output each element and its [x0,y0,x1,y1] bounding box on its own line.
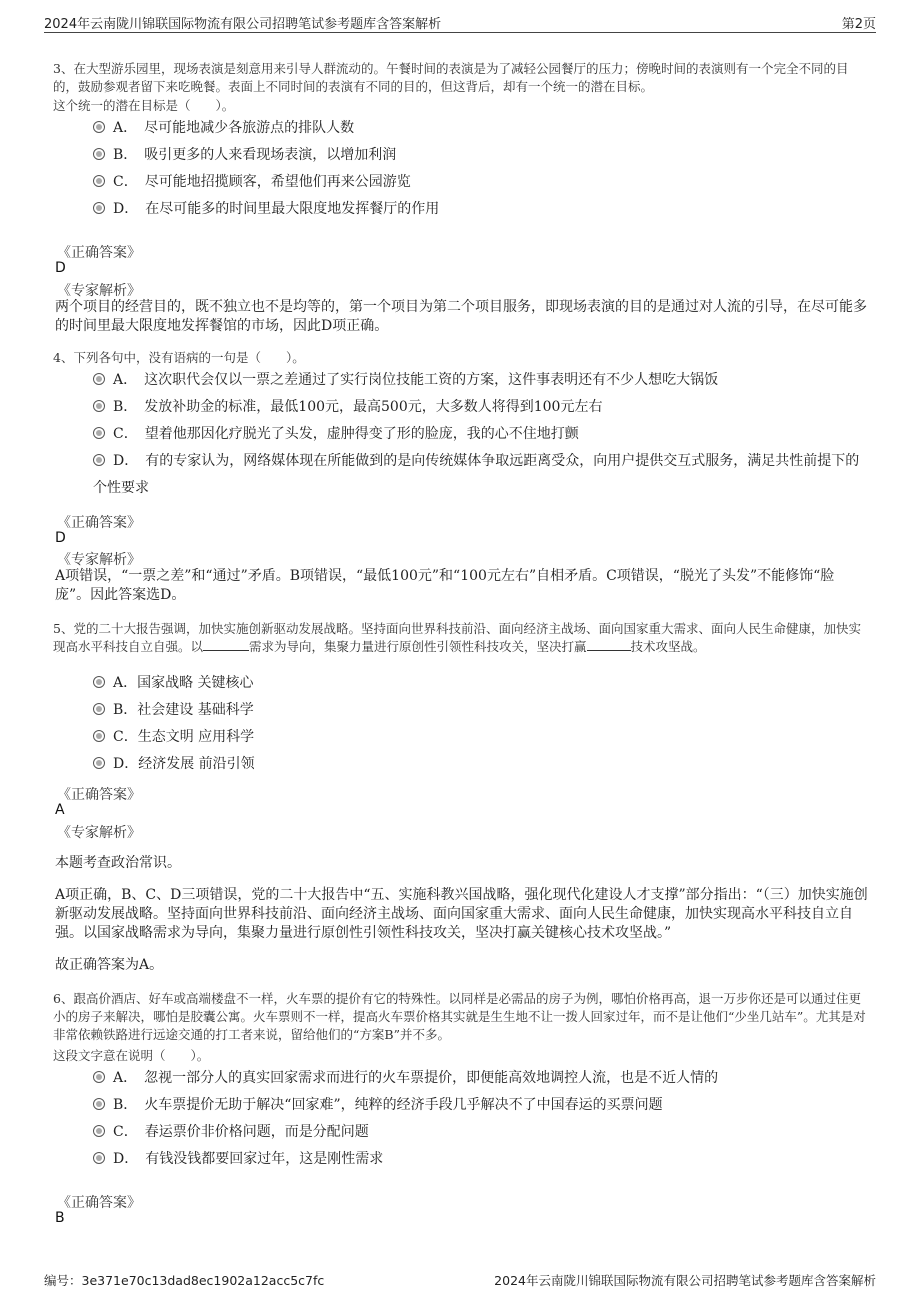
radio-icon[interactable] [93,427,105,439]
fill-blank [203,650,249,651]
radio-icon[interactable] [93,454,105,466]
radio-icon[interactable] [93,1152,105,1164]
radio-icon[interactable] [93,400,105,412]
q3-option-d-text: D． 在尽可能多的时间里最大限度地发挥餐厅的作用 [113,201,440,217]
q4-option-c-text: C． 望着他那因化疗脱光了头发，虚肿得变了形的脸庞，我的心不住地打颤 [113,426,579,442]
q6-option-d[interactable] [93,1146,868,1173]
q5-analysis-intro: 本题考查政治常识。 [55,855,181,871]
q3-option-c[interactable] [93,169,868,196]
q5-stem-part1: 5、党的二十大报告强调，加快实施创新驱动发展战略。坚持面向世界科技前沿、面向经济主战场、面向国家重大需求、面向人民生命健康，加快实现高水平科技自立自强。以 [53,621,861,654]
q6-option-b[interactable] [93,1092,868,1119]
q4-option-b[interactable] [93,394,868,421]
header-title: 2024年云南陇川锦联国际物流有限公司招聘笔试参考题库含答案解析 [44,17,442,32]
q3-option-d[interactable] [93,196,868,223]
q6-stem: 6、跟高价酒店、好车或高端楼盘不一样，火车票的提价有它的特殊性。以同样是必需品的房子为例，哪怕价格再高，退一万步你还是可以通过住更小的房子来解决，哪怕是胶囊公寓。火车票则不一样，提高火车票价格其实就是生生地不让一拨人回家过年，而不是让他们“少坐几站车”。尤其是对非常依赖铁路进行远途交通的打工者来说，留给他们的“方案B”并不多。 [53,991,866,1042]
q5-option-b-text: B．社会建设 基础科学 [113,702,254,718]
q5-analysis-label: 《专家解析》 [57,825,141,841]
q5-option-c-text: C．生态文明 应用科学 [113,729,255,745]
radio-icon[interactable] [93,148,105,160]
radio-icon[interactable] [93,730,105,742]
radio-icon[interactable] [93,121,105,133]
radio-icon[interactable] [93,703,105,715]
q6-option-c-text: C． 春运票价非价格问题，而是分配问题 [113,1124,369,1140]
q3-analysis-label: 《专家解析》 [57,283,141,299]
q4-option-d-text: D． 有的专家认为，网络媒体现在所能做到的是向传统媒体争取远距离受众，向用户提供交互式服务，满足共性前提下的个性要求 [93,453,860,496]
q3-option-b[interactable] [93,142,868,169]
q5-option-d[interactable] [93,751,868,778]
q4-analysis: A项错误，“一票之差”和“通过”矛盾。B项错误，“最低100元”和“100元左右”自相矛盾。C项错误，“脱光了头发”不能修饰“脸庞”。因此答案选D。 [55,568,835,603]
q4-answer-label: 《正确答案》 [57,515,141,531]
q3-answer: D [55,260,66,276]
document-code: 编号：3e371e70c13dad8ec1902a12acc5c7fc [44,1273,325,1288]
q5-stem-part3: 技术攻坚战。 [630,639,706,654]
radio-icon[interactable] [93,202,105,214]
fill-blank [587,650,631,651]
q4-option-c[interactable] [93,421,868,448]
q3-stem: 3、在大型游乐园里，现场表演是刻意用来引导人群流动的。午餐时间的表演是为了减轻公园餐厅的压力；傍晚时间的表演则有一个完全不同的目的，鼓励参观者留下来吃晚餐。表面上不同时间的表演有不同的目的，但这背后，却有一个统一的潜在目标。 [53,61,849,94]
radio-icon[interactable] [93,175,105,187]
q5-option-d-text: D．经济发展 前沿引领 [113,756,255,772]
q5-stem-part2: 需求为导向，集聚力量进行原创性引领性科技攻关，坚决打赢 [249,639,587,654]
q4-option-a-text: A． 这次职代会仅以一票之差通过了实行岗位技能工资的方案，这件事表明还有不少人想吃大锅饭 [113,372,719,388]
radio-icon[interactable] [93,1125,105,1137]
q3-analysis: 两个项目的经营目的，既不独立也不是均等的，第一个项目为第二个项目服务，即现场表演的目的是通过对人流的引导，在尽可能多的时间里最大限度地发挥餐馆的市场，因此D项正确。 [55,299,867,334]
radio-icon[interactable] [93,676,105,688]
q5-option-b[interactable] [93,697,868,724]
q5-answer: A [55,802,65,818]
q6-answer: B [55,1210,65,1226]
radio-icon[interactable] [93,373,105,385]
page-header [44,10,876,33]
q6-option-a-text: A． 忽视一部分人的真实回家需求而进行的火车票提价，即便能高效地调控人流，也是不近人情的 [113,1070,719,1086]
radio-icon[interactable] [93,757,105,769]
radio-icon[interactable] [93,1098,105,1110]
q4-stem: 4、下列各句中，没有语病的一句是（ ）。 [53,350,305,365]
q4-option-d[interactable] [93,448,868,502]
q6-option-a[interactable] [93,1065,868,1092]
q3-option-a-text: A． 尽可能地减少各旅游点的排队人数 [113,120,355,136]
q5-stem [53,620,868,656]
q6-option-d-text: D． 有钱没钱都要回家过年，这是刚性需求 [113,1151,384,1167]
q6-answer-label: 《正确答案》 [57,1195,141,1211]
page-number: 第2页 [841,17,876,32]
q5-option-c[interactable] [93,724,868,751]
q6-stem-question: 这段文字意在说明（ ）。 [53,1048,210,1063]
q3-option-b-text: B． 吸引更多的人来看现场表演，以增加利润 [113,147,397,163]
q3-answer-label: 《正确答案》 [57,245,141,261]
q5-answer-label: 《正确答案》 [57,787,141,803]
q4-option-b-text: B． 发放补助金的标准，最低100元，最高500元，大多数人将得到100元左右 [113,399,603,415]
q3-option-a[interactable] [93,115,868,142]
q3-stem-question: 这个统一的潜在目标是（ ）。 [53,98,235,113]
q6-option-b-text: B． 火车票提价无助于解决“回家难”，纯粹的经济手段几乎解决不了中国春运的买票问题 [113,1097,663,1113]
footer-title: 2024年云南陇川锦联国际物流有限公司招聘笔试参考题库含答案解析 [494,1273,876,1288]
q4-answer: D [55,530,66,546]
q4-option-a[interactable] [93,367,868,394]
q5-analysis: A项正确，B、C、D三项错误，党的二十大报告中“五、实施科教兴国战略，强化现代化建设人才支撑”部分指出：“（三）加快实施创新驱动发展战略。坚持面向世界科技前沿、面向经济主战场、面向国家重大需求、面向人民生命健康，加快实现高水平科技自立自强。以国家战略需求为导向，集聚力量进行原创性引领性科技攻关，坚决打赢关键核心技术攻坚战。” [55,887,868,941]
q5-option-a-text: A．国家战略 关键核心 [113,675,254,691]
q4-analysis-label: 《专家解析》 [57,552,141,568]
q5-option-a[interactable] [93,670,868,697]
q6-option-c[interactable] [93,1119,868,1146]
q5-analysis-conclusion: 故正确答案为A。 [55,957,164,973]
q3-option-c-text: C． 尽可能地招揽顾客，希望他们再来公园游览 [113,174,411,190]
radio-icon[interactable] [93,1071,105,1083]
